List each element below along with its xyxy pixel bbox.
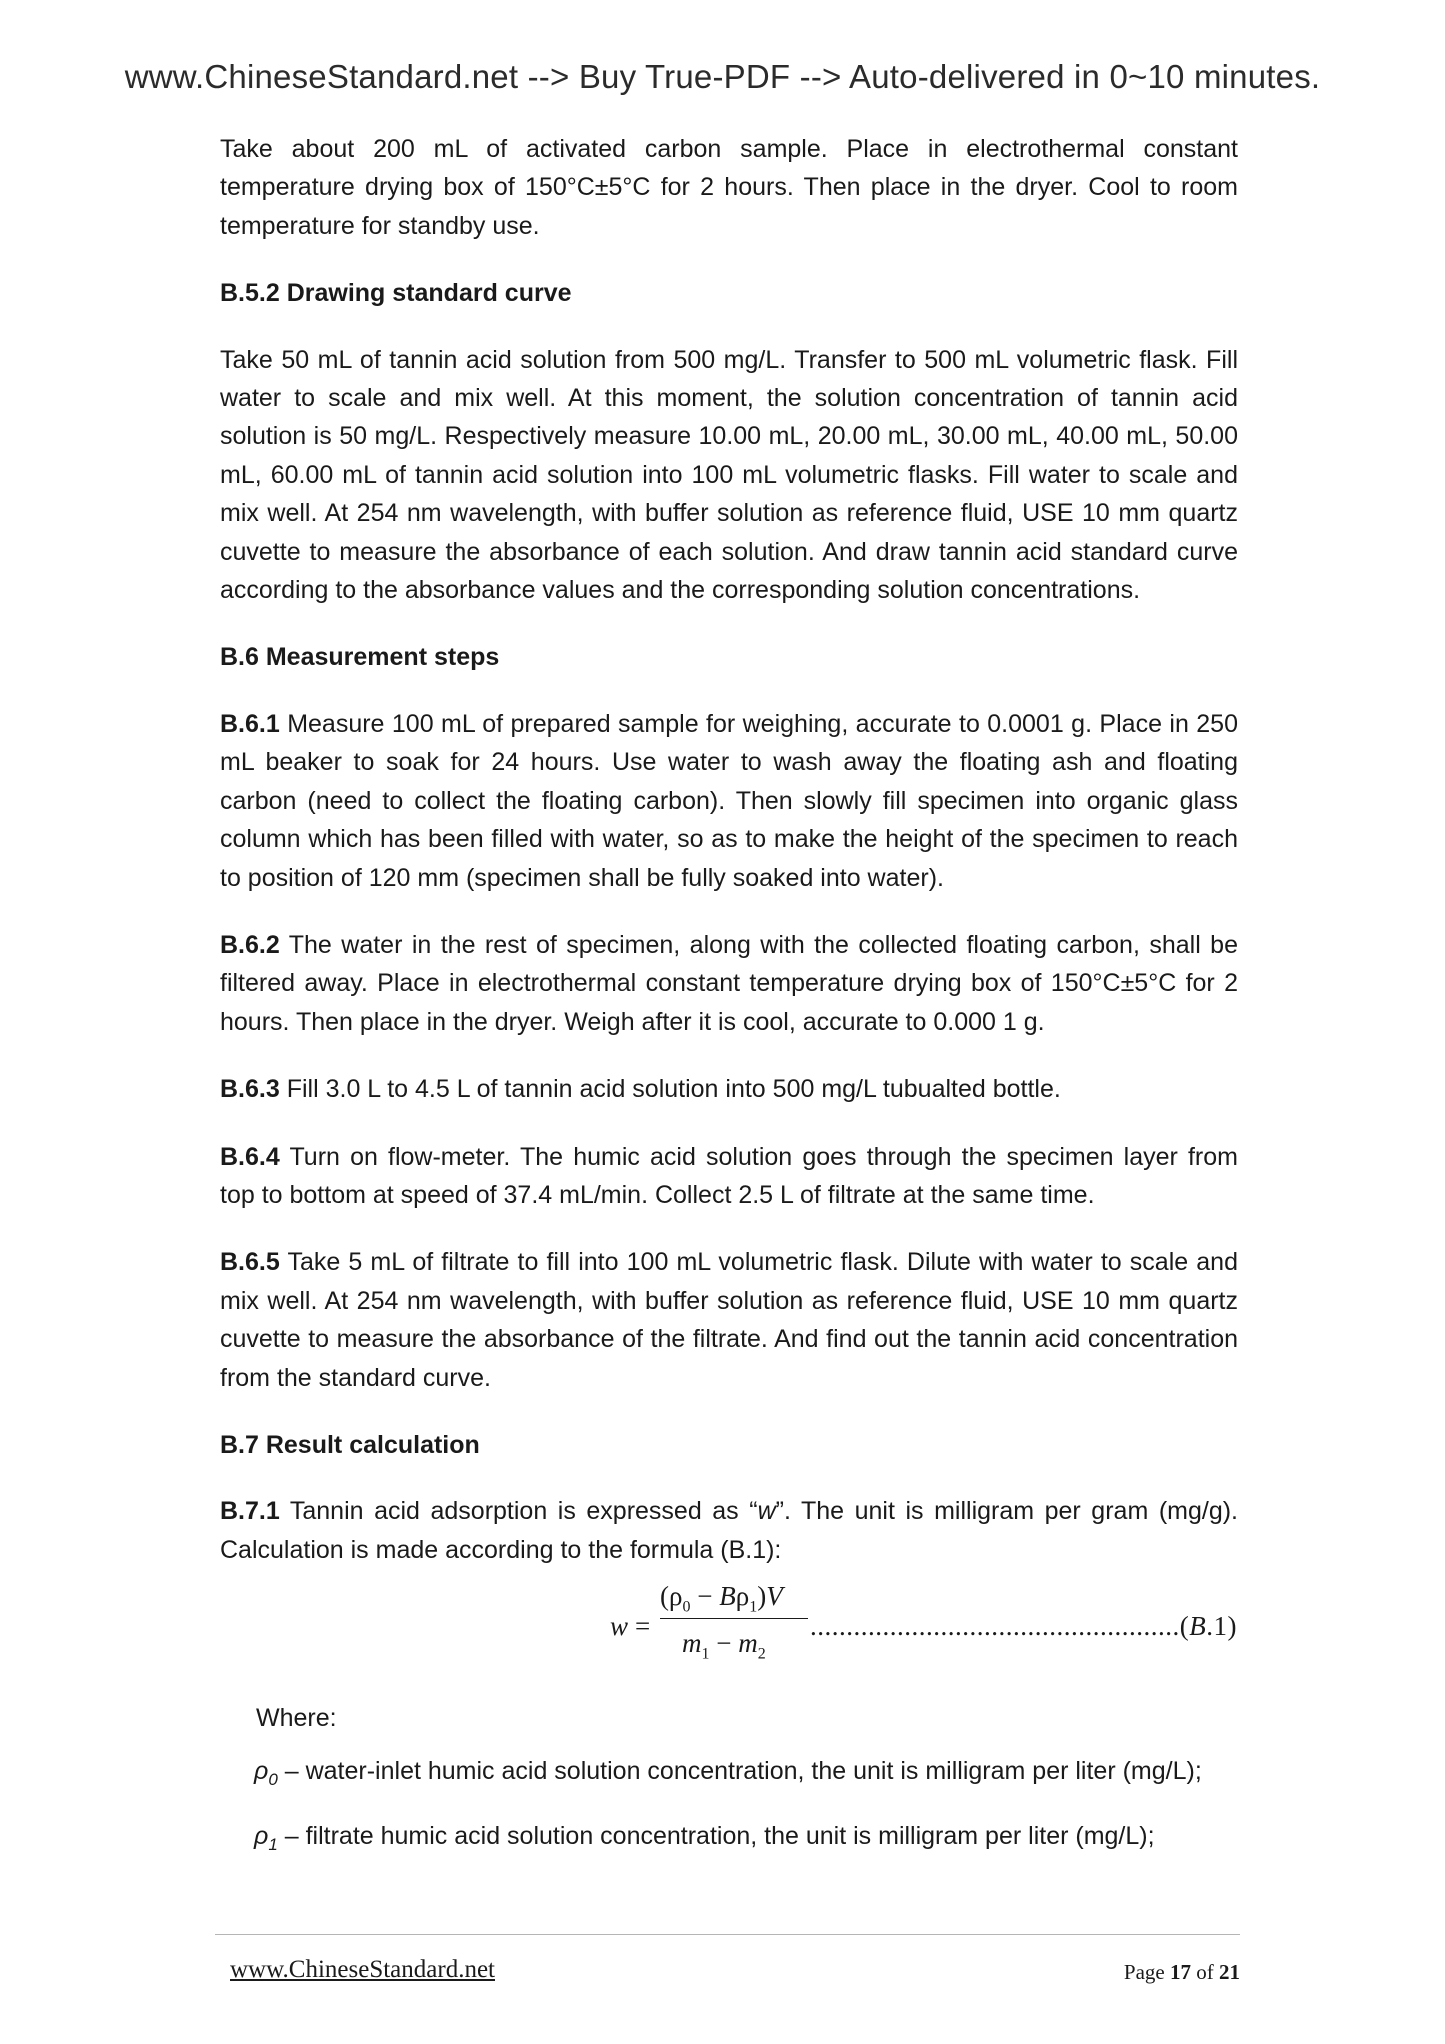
footer-divider [215, 1934, 1240, 1935]
num-sub0: 0 [682, 1598, 691, 1616]
step-b62 [220, 926, 1238, 1041]
total-pages: 21 [1219, 1960, 1240, 1984]
section-heading-b6: B.6 Measurement steps [220, 643, 500, 672]
symbol-rho: ρ [254, 1756, 269, 1785]
den-m1: m [682, 1628, 702, 1659]
paragraph-b52: Take 50 mL of tannin acid solution from 500 mg/L. Transfer to 500 mL volumetric flask. Fill water to scale and mix well. At this moment, the solution concentration of tannin acid solution is 50 mg/L. Respectively measure 10.00 mL, 20.00 mL, 30.00 mL, 40.00 mL, 50.00 mL, 60.00 mL of tannin acid solution into 100 mL volumetric flasks. Fill water to scale and mix well. At 254 nm wavelength, with buffer solution as reference fluid, USE 10 mm quartz cuvette to measure the absorbance of each solution. And draw tannin acid standard curve according to the absorbance values and the corresponding solution concentrations. [220, 345, 1238, 605]
num-sub1: 1 [749, 1598, 758, 1616]
num-close: ) [757, 1581, 767, 1612]
num-open: (ρ [660, 1581, 683, 1612]
leader-dots: ...................................................( [810, 1611, 1190, 1642]
step-number: B.6.4 [220, 1142, 280, 1171]
formula-b1 [220, 1577, 1238, 1677]
footer-link[interactable]: www.ChineseStandard.net [230, 1956, 495, 1983]
symbol [254, 1756, 278, 1789]
step-b61 [220, 705, 1238, 897]
step-number: B.6.5 [220, 1248, 280, 1277]
symbol-rho: ρ [254, 1822, 269, 1850]
formula-lhs: w [610, 1611, 629, 1642]
step-text: Turn on flow-meter. The humic acid solution goes through the specimen layer from top to bottom at speed of 37.4 mL/min. Collect 2.5 L of filtrate at the same time. [220, 1142, 1238, 1209]
b71-text-post: ”. The unit is milligram per gram (mg/g). Calculation is made according to the formula (B.1): [220, 1497, 1238, 1564]
step-text: Measure 100 mL of prepared sample for weighing, accurate to 0.0001 g. Place in 250 mL beaker to soak for 24 hours. Use water to wash away the floating ash and floating carbon (need to collect the floating carbon). Then slowly fill specimen into organic glass column which has been filled with water, so as to make the height of the specimen to reach to position of 120 mm (specimen shall be fully soaked into water). [220, 709, 1238, 892]
num-b: B [719, 1581, 736, 1612]
current-page: 17 [1170, 1960, 1191, 1984]
step-text: The water in the rest of specimen, along with the collected floating carbon, shall be filtered away. Place in electrothermal constant temperature drying box of 150°C±5°C for 2 hours. Then place in the dryer. Weigh after it is cool, accurate to 0.000 1 g. [220, 930, 1238, 1036]
page-number [1124, 1960, 1240, 1985]
num-minus: − [690, 1581, 720, 1612]
fraction-bar [660, 1618, 808, 1619]
num-rho1: ρ [735, 1581, 750, 1612]
step-b65 [220, 1243, 1238, 1397]
step-b64 [220, 1138, 1238, 1215]
where-label: Where: [256, 1704, 337, 1733]
formula-numerator [660, 1577, 783, 1627]
b71-text-pre: Tannin acid adsorption is expressed as “ [279, 1497, 758, 1526]
section-heading-b7: B.7 Result calculation [220, 1430, 480, 1459]
header-banner[interactable]: www.ChineseStandard.net --> Buy True-PDF --> Auto-delivered in 0~10 minutes. [124, 58, 1321, 95]
step-text: Take 5 mL of filtrate to fill into 100 mL volumetric flask. Dilute with water to scale and mix well. At 254 nm wavelength, with buffer solution as reference fluid, USE 10 mm quartz cuvette to measure the absorbance of the filtrate. And find out the tannin acid concentration from the standard curve. [220, 1248, 1238, 1392]
formula-denominator [682, 1624, 766, 1674]
num-v: V [766, 1581, 783, 1612]
step-number: B.6.2 [220, 930, 280, 959]
definition-text: – water-inlet humic acid solution concentration, the unit is milligram per liter (mg/L); [277, 1756, 1202, 1785]
page-label: Page [1123, 1960, 1170, 1984]
formula-equals: = [635, 1611, 651, 1642]
den-m2: m [738, 1628, 758, 1659]
den-sub1: 1 [701, 1645, 710, 1663]
symbol [254, 1822, 278, 1854]
den-minus: − [709, 1628, 739, 1659]
step-number: B.6.3 [220, 1075, 280, 1104]
document-body [220, 130, 1238, 1882]
definition-rho1 [254, 1817, 1238, 1864]
symbol-sub: 0 [268, 1769, 278, 1789]
definition-text: – filtrate humic acid solution concentration, the unit is milligram per liter (mg/L); [277, 1822, 1155, 1850]
formula-reference [810, 1607, 1237, 1645]
of-label: of [1191, 1960, 1219, 1984]
ref-b: B [1189, 1611, 1207, 1642]
step-b63 [220, 1070, 1238, 1108]
step-number: B.7.1 [220, 1497, 280, 1526]
variable-w: w [757, 1497, 776, 1526]
step-text: Fill 3.0 L to 4.5 L of tannin acid solution into 500 mg/L tubualted bottle. [279, 1075, 1061, 1104]
step-number: B.6.1 [220, 709, 280, 738]
intro-paragraph: Take about 200 mL of activated carbon sample. Place in electrothermal constant temperature drying box of 150°C±5°C for 2 hours. Then place in the dryer. Cool to room temperature for standby use. [220, 135, 1238, 240]
ref-rest: .1) [1206, 1611, 1237, 1642]
definition-rho0 [254, 1752, 1238, 1799]
den-sub2: 2 [757, 1645, 766, 1663]
symbol-sub: 1 [268, 1835, 278, 1854]
section-heading-b52: B.5.2 Drawing standard curve [220, 279, 572, 308]
paragraph-b71 [220, 1492, 1238, 1569]
